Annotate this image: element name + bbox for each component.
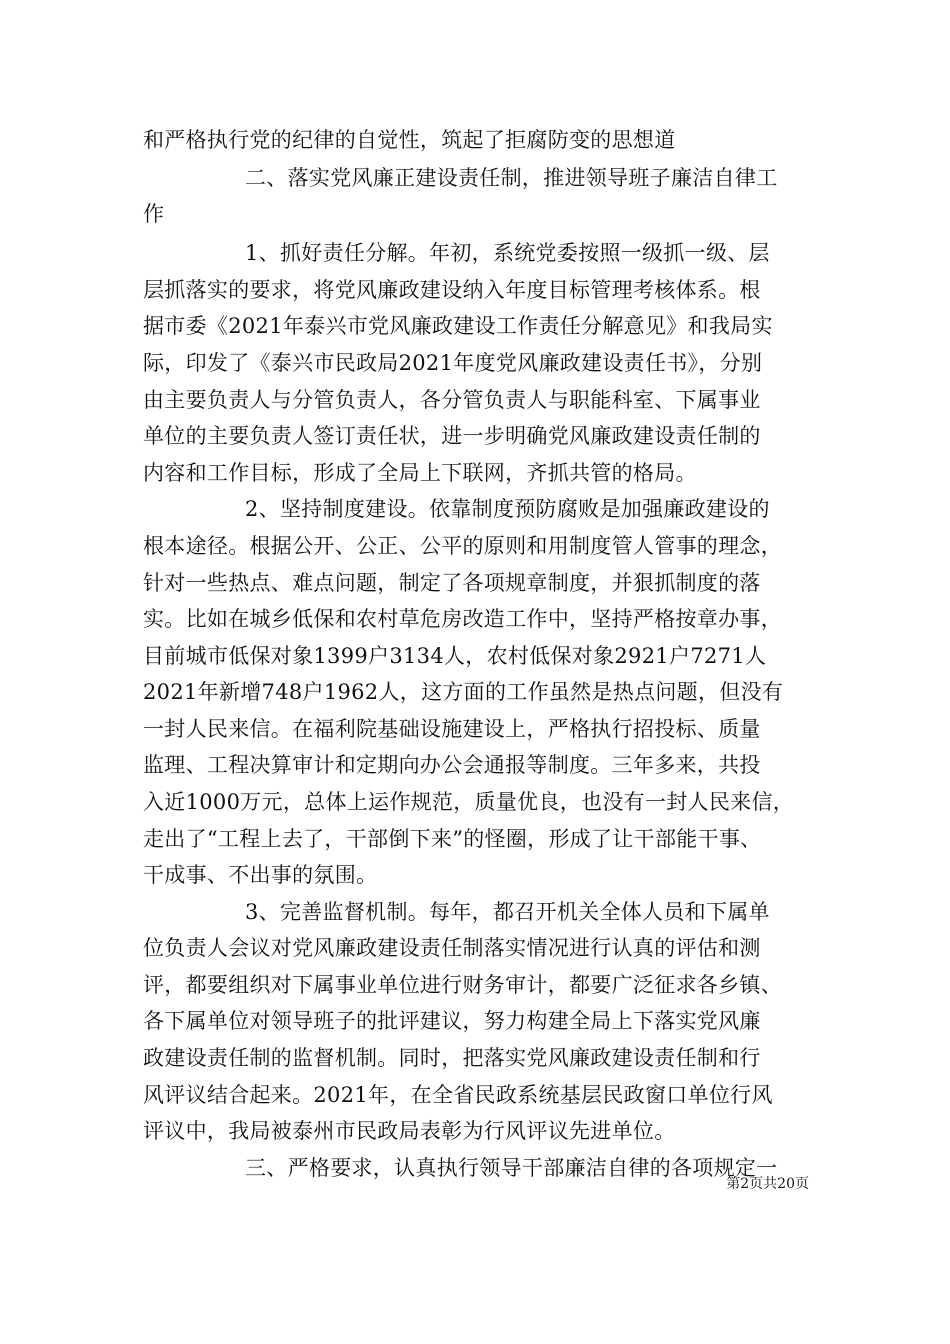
section-heading: 二、落实党风廉正建设责任制，推进领导班子廉洁自律工 <box>245 166 778 190</box>
text-line: 实。比如在城乡低保和农村草危房改造工作中，坚持严格按章办事， <box>143 607 782 631</box>
text-line: 监理、工程决算审计和定期向办公会通报等制度。三年多来，共投 <box>143 753 761 777</box>
text-line: 一封人民来信。在福利院基础设施建设上，严格执行招投标、质量 <box>143 717 761 741</box>
text-line: 由主要负责人与分管负责人，各分管负责人与职能科室、下属事业 <box>143 388 761 412</box>
text-line: 目前城市低保对象1399户3134人，农村低保对象2921户7271人 <box>143 644 767 668</box>
text-line: 和严格执行党的纪律的自觉性，筑起了拒腐防变的思想道 <box>143 128 676 152</box>
text-line: 内容和工作目标，形成了全局上下联网，齐抓共管的格局。 <box>143 461 697 485</box>
text-line: 单位的主要负责人签订责任状，进一步明确党风廉政建设责任制的 <box>143 424 761 448</box>
text-line: 根本途径。根据公开、公正、公平的原则和用制度管人管事的理念， <box>143 534 782 558</box>
text-line: 据市委《2021年泰兴市党风廉政建设工作责任分解意见》和我局实 <box>143 314 773 338</box>
text-line: 作 <box>143 202 165 226</box>
text-line: 2021年新增748户1962人，这方面的工作虽然是热点问题，但没有 <box>143 680 784 704</box>
text-line: 干成事、不出事的氛围。 <box>143 863 378 887</box>
text-line: 评，都要组织对下属事业单位进行财务审计，都要广泛征求各乡镇、 <box>143 973 782 997</box>
page-number-footer: 第2页共20页 <box>726 1176 809 1192</box>
text-line: 际，印发了《泰兴市民政局2021年度党风廉政建设责任书》，分别 <box>143 351 763 375</box>
text-line: 政建设责任制的监督机制。同时，把落实党风廉政建设责任制和行 <box>143 1046 761 1070</box>
paragraph-start: 1、抓好责任分解。年初，系统党委按照一级抓一级、层 <box>245 241 770 265</box>
text-line: 针对一些热点、难点问题，制定了各项规章制度，并狠抓制度的落 <box>143 571 761 595</box>
text-line: 评议中，我局被泰州市民政局表彰为行风评议先进单位。 <box>143 1119 676 1143</box>
paragraph-start: 3、完善监督机制。每年，都召开机关全体人员和下属单 <box>245 900 770 924</box>
text-line: 各下属单位对领导班子的批评建议，努力构建全局上下落实党风廉 <box>143 1009 761 1033</box>
text-line: 走出了“工程上去了，干部倒下来”的怪圈，形成了让干部能干事、 <box>143 827 762 851</box>
text-line: 入近1000万元，总体上运作规范，质量优良，也没有一封人民来信， <box>143 790 795 814</box>
paragraph-start: 2、坚持制度建设。依靠制度预防腐败是加强廉政建设的 <box>245 497 770 521</box>
section-heading: 三、严格要求，认真执行领导干部廉洁自律的各项规定一 <box>245 1156 778 1180</box>
text-line: 风评议结合起来。2021年，在全省民政系统基层民政窗口单位行风 <box>143 1083 773 1107</box>
text-line: 层抓落实的要求，将党风廉政建设纳入年度目标管理考核体系。根 <box>143 278 761 302</box>
text-line: 位负责人会议对党风廉政建设责任制落实情况进行认真的评估和测 <box>143 936 761 960</box>
